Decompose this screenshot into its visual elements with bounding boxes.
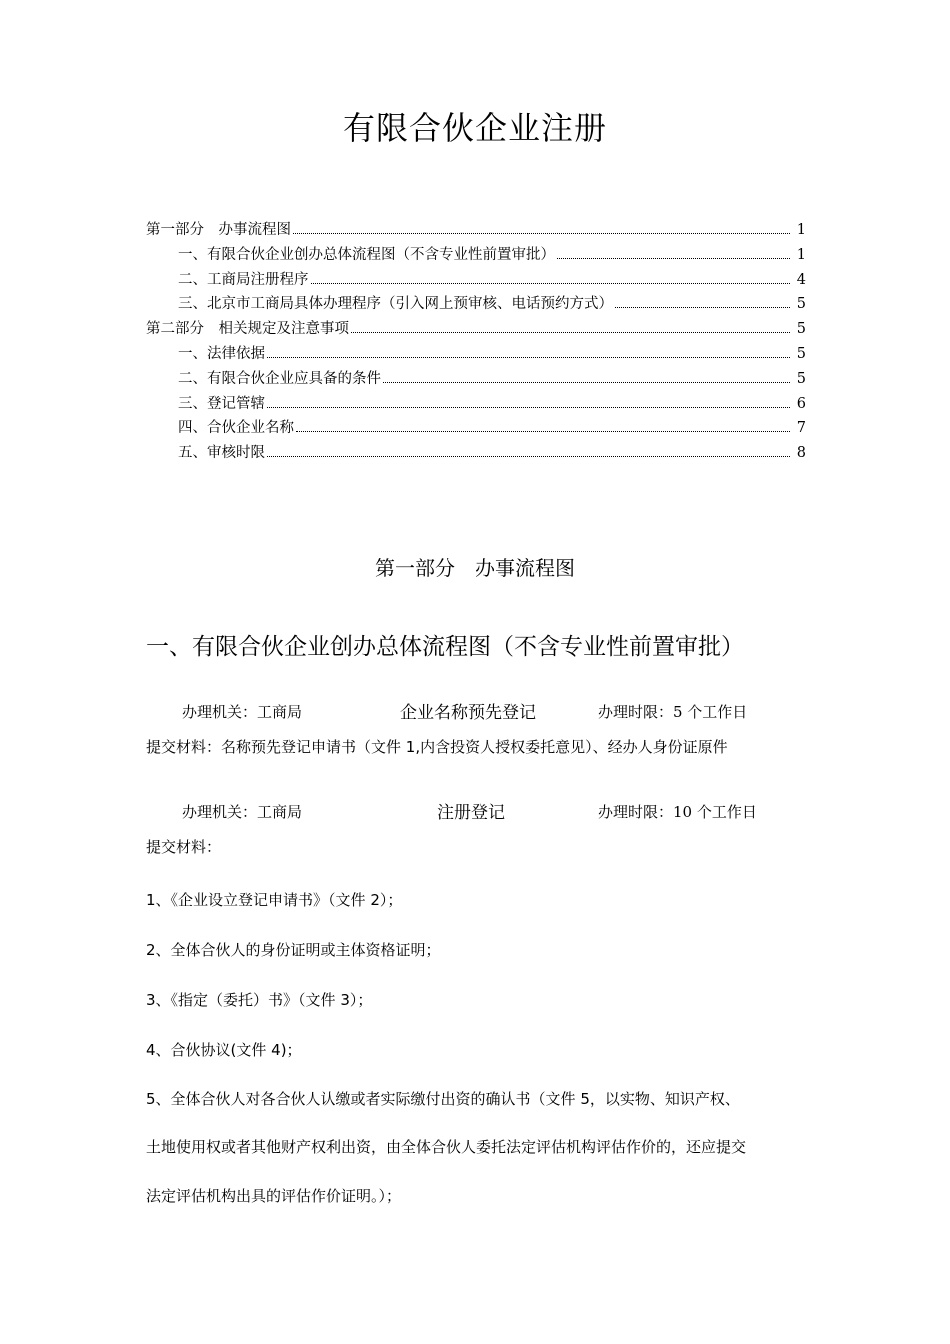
step1-agency: 办理机关：工商局 [182,703,303,721]
toc-entry-page: 5 [796,370,806,387]
toc-entry-page: 8 [796,445,806,462]
toc-entry[interactable] [146,292,806,317]
toc-leader-dots [557,257,790,259]
section-heading: 一、有限合伙企业创办总体流程图（不含专业性前置审批） [146,634,744,660]
toc-leader-dots [293,232,790,234]
step1-materials: 提交材料：名称预先登记申请书（文件 1,内含投资人授权委托意见）、经办人身份证原件 [146,738,728,756]
toc-leader-dots [615,306,790,308]
toc-entry[interactable] [146,317,806,342]
toc-entry-title: 一、法律依据 [178,345,265,362]
material-item: 1、《企业设立登记申请书》（文件 2）； [146,891,403,909]
toc-entry-page: 5 [796,345,806,362]
step2-agency: 办理机关：工商局 [182,803,303,821]
toc-entry[interactable] [146,416,806,441]
table-of-contents [146,218,806,466]
toc-entry[interactable] [146,218,806,243]
toc-entry-title: 二、有限合伙企业应具备的条件 [178,370,381,387]
part-heading: 第一部分 办事流程图 [375,556,575,580]
toc-entry-title: 第一部分 办事流程图 [146,222,291,238]
toc-entry[interactable] [146,243,806,268]
toc-entry-title: 二、工商局注册程序 [178,271,309,288]
toc-leader-dots [267,406,790,408]
toc-entry[interactable] [146,342,806,367]
toc-entry-title: 三、北京市工商局具体办理程序（引入网上预审核、电话预约方式） [178,296,613,313]
toc-entry-page: 4 [796,271,806,288]
toc-leader-dots [267,455,790,457]
material-item-continued: 土地使用权或者其他财产权利出资，由全体合伙人委托法定评估机构评估作价的，还应提交 [146,1138,747,1156]
toc-entry[interactable] [146,441,806,466]
toc-entry-page: 7 [796,420,806,437]
material-item-continued: 法定评估机构出具的评估作价证明。）； [146,1187,402,1205]
toc-leader-dots [311,282,791,284]
toc-entry-title: 第二部分 相关规定及注意事项 [146,321,349,338]
toc-entry-title: 三、登记管辖 [178,395,265,412]
toc-entry-title: 四、合伙企业名称 [178,420,294,437]
toc-entry-title: 一、有限合伙企业创办总体流程图（不含专业性前置审批） [178,246,555,263]
step2-time-limit: 办理时限：10 个工作日 [598,803,757,821]
step2-materials-label: 提交材料： [146,838,222,856]
step1-time-limit: 办理时限：5 个工作日 [598,703,748,721]
toc-entry-page: 1 [796,246,806,263]
material-item: 3、《指定（委托）书》（文件 3）； [146,991,373,1009]
toc-leader-dots [383,381,790,383]
toc-entry-page: 5 [796,321,806,338]
toc-leader-dots [351,331,790,333]
toc-leader-dots [296,430,790,432]
document-title: 有限合伙企业注册 [342,109,607,147]
step2-name: 注册登记 [437,803,505,823]
toc-entry[interactable] [146,268,806,293]
toc-entry[interactable] [146,367,806,392]
toc-entry[interactable] [146,392,806,417]
toc-leader-dots [267,356,790,358]
step1-name: 企业名称预先登记 [400,703,536,723]
toc-entry-title: 五、审核时限 [178,445,265,462]
toc-entry-page: 1 [796,222,806,238]
toc-entry-page: 5 [796,296,806,313]
material-item: 5、全体合伙人对各合伙人认缴或者实际缴付出资的确认书（文件 5，以实物、知识产权、 [146,1090,740,1108]
material-item: 4、合伙协议(文件 4)； [146,1041,302,1059]
toc-entry-page: 6 [796,395,806,412]
material-item: 2、全体合伙人的身份证明或主体资格证明； [146,941,441,959]
